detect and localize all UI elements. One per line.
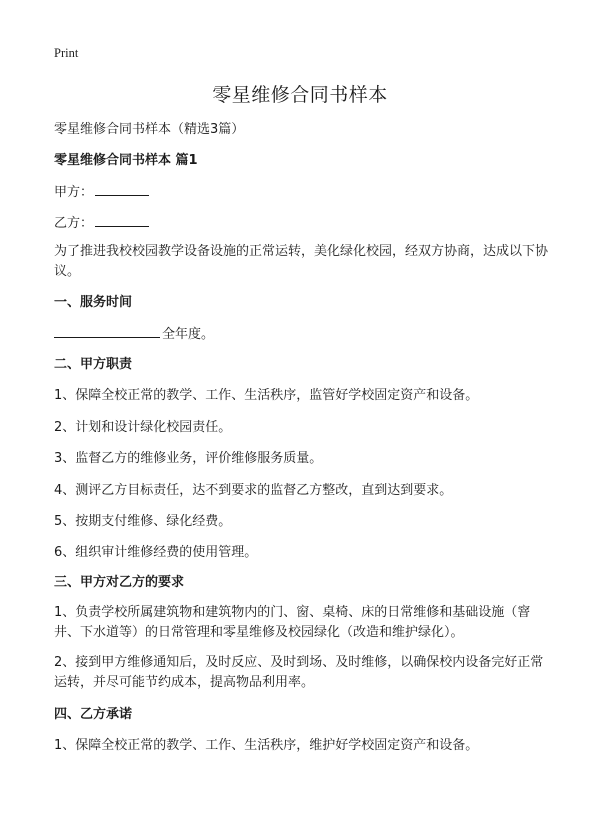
document-title: 零星维修合同书样本 bbox=[212, 84, 388, 106]
section-heading-service-time: 一、服务时间 bbox=[54, 295, 133, 310]
section-heading-party-b-commitments: 四、乙方承诺 bbox=[54, 707, 133, 722]
list-item: 6、组织审计维修经费的使用管理。 bbox=[54, 545, 258, 560]
list-item: 1、负责学校所属建筑物和建筑物内的门、窗、桌椅、床的日常维修和基础设施（窨井、下水道等）的日常管理和零星维修及校园绿化（改造和维护绿化）。 bbox=[54, 605, 531, 640]
party-a-line bbox=[54, 181, 554, 204]
list-item: 1、保障全校正常的教学、工作、生活秩序，维护好学校固定资产和设备。 bbox=[54, 738, 479, 753]
list-item: 1、保障全校正常的教学、工作、生活秩序，监管好学校固定资产和设备。 bbox=[54, 388, 479, 403]
party-b-blank bbox=[95, 212, 149, 227]
section-heading-requirements: 三、甲方对乙方的要求 bbox=[54, 575, 185, 590]
service-time-blank bbox=[54, 323, 160, 338]
party-b-label: 乙方： bbox=[54, 216, 94, 231]
section-heading-party-a-duties: 二、甲方职责 bbox=[54, 357, 133, 372]
print-link[interactable]: Print bbox=[54, 46, 79, 60]
list-item: 4、测评乙方目标责任，达不到要求的监督乙方整改，直到达到要求。 bbox=[54, 483, 453, 498]
party-a-label: 甲方： bbox=[54, 185, 94, 200]
list-item: 2、接到甲方维修通知后，及时反应、及时到场、及时维修，以确保校内设备完好正常运转，并尽可能节约成本，提高物品利用率。 bbox=[54, 655, 544, 690]
service-time-line bbox=[54, 323, 554, 346]
party-a-blank bbox=[95, 181, 149, 196]
party-b-line bbox=[54, 212, 554, 235]
article-heading: 零星维修合同书样本 篇1 bbox=[54, 153, 198, 168]
list-item: 3、监督乙方的维修业务，评价维修服务质量。 bbox=[54, 451, 323, 466]
list-item: 2、计划和设计绿化校园责任。 bbox=[54, 420, 232, 435]
intro-paragraph: 为了推进我校校园教学设备设施的正常运转，美化绿化校园，经双方协商，达成以下协议。 bbox=[54, 244, 549, 279]
service-time-suffix: 全年度。 bbox=[162, 327, 215, 342]
document-subtitle: 零星维修合同书样本（精选3篇） bbox=[54, 122, 245, 137]
list-item: 5、按期支付维修、绿化经费。 bbox=[54, 514, 232, 529]
